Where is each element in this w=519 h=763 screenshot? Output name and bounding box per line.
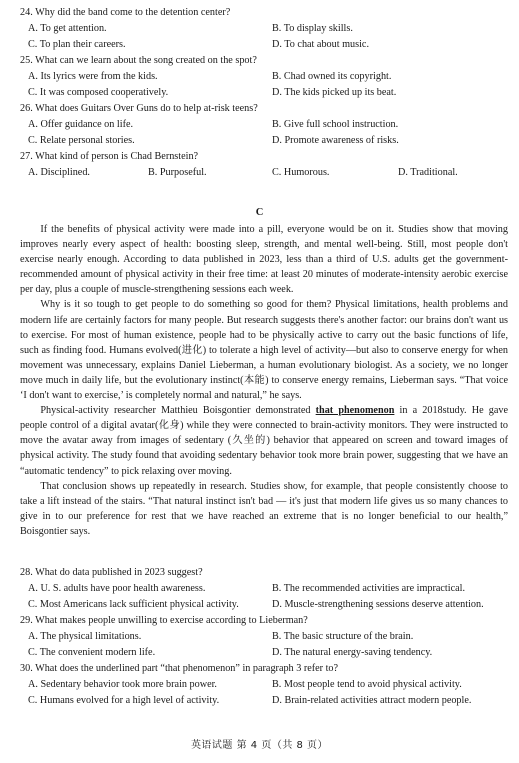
q27-option-b: B. Purposeful.	[148, 167, 207, 178]
q24-option-a: A. To get attention.	[28, 23, 107, 34]
passage-paragraph-1: If the benefits of physical activity were made into a pill, everyone would be on it. Studies show that moving improves nearly every aspect of health: boosting sleep, strength, and mental well-being. Still, most people don't exercise nearly enough. According to data published in 2023, less than a third of U.S. adults get the government-recommended amount of physical activity in their free time: at least 20 minutes of moderate-intensity aerobic exercise per day, plus a couple of muscle-strengthening sessions each week.	[20, 224, 508, 296]
q30-option-d: D. Brain-related activities attract modern people.	[272, 695, 472, 706]
passage-paragraph-4: That conclusion shows up repeatedly in research. Studies show, for example, that people consistently choose to take a lift instead of the stairs. “That natural instinct isn't bad — it's just that modern life gives us so many chances to give in to our preference for rest that we have reached an extreme that is no longer beneficial to our health,” Boisgontier says.	[20, 480, 508, 537]
q29-option-a: A. The physical limitations.	[28, 631, 142, 642]
q27-option-d: D. Traditional.	[398, 167, 458, 178]
question-24-stem: 24. Why did the band come to the detention center?	[20, 7, 231, 18]
q25-option-c: C. It was composed cooperatively.	[28, 87, 169, 98]
question-25-stem: 25. What can we learn about the song created on the spot?	[20, 55, 257, 66]
question-29-stem: 29. What makes people unwilling to exercise according to Lieberman?	[20, 615, 308, 626]
q27-option-c: C. Humorous.	[272, 167, 330, 178]
q28-option-c: C. Most Americans lack sufficient physical activity.	[28, 599, 239, 610]
q25-option-d: D. The kids picked up its beat.	[272, 87, 397, 98]
q26-option-c: C. Relate personal stories.	[28, 135, 135, 146]
q25-option-a: A. Its lyrics were from the kids.	[28, 71, 158, 82]
reading-passage	[20, 222, 508, 539]
q26-option-a: A. Offer guidance on life.	[28, 119, 134, 130]
q26-option-d: D. Promote awareness of risks.	[272, 135, 399, 146]
q28-option-a: A. U. S. adults have poor health awareness.	[28, 583, 206, 594]
p3-text-after: in a 2018study. He gave people control of a digital avatar(化身) while they were connected to brain-activity monitors. They were instructed to move the avatar away from images of sedentary (久坐的) behavior that appeared on screen and toward images of physical activity. The study found that avoiding sedentary behavior took more brain power, suggesting that we have an “automatic tendency” to pick relaxing over moving.	[20, 405, 509, 477]
question-28-stem: 28. What do data published in 2023 suggest?	[20, 567, 203, 578]
q29-option-b: B. The basic structure of the brain.	[272, 631, 414, 642]
q25-option-b: B. Chad owned its copyright.	[272, 71, 392, 82]
passage-paragraph-2: Why is it so tough to get people to do something so good for them? Physical limitations, health problems and modern life are certainly factors for many people. But research suggests there's another factor: our brains don't want us to exercise. For most of human existence, people had to be physically active to carry out the basic functions of life, such as finding food. Humans evolved(进化) to tolerate a high level of activity—but also to conserve energy for when movement was unnecessary, explains Daniel Lieberman, a human evolutionary biologist. As a society, we no longer move much in daily life, but the evolutionary instinct(本能) to conserve energy remains, Lieberman says. “That voice ‘I don't want to exercise,’ is completely normal and natural,” he says.	[20, 299, 508, 402]
q30-option-c: C. Humans evolved for a high level of activity.	[28, 695, 220, 706]
question-27-stem: 27. What kind of person is Chad Bernstein?	[20, 151, 199, 162]
passage-paragraph-3	[20, 403, 508, 478]
q26-option-b: B. Give full school instruction.	[272, 119, 399, 130]
q29-option-c: C. The convenient modern life.	[28, 647, 156, 658]
q24-option-d: D. To chat about music.	[272, 39, 369, 50]
underlined-phrase: that phenomenon	[315, 405, 395, 417]
q27-option-a: A. Disciplined.	[28, 167, 90, 178]
section-label: C	[255, 207, 264, 218]
q24-option-c: C. To plan their careers.	[28, 39, 126, 50]
page-footer: 英语试题 第 4 页（共 8 页）	[190, 740, 329, 751]
p3-text-before: Physical-activity researcher Matthieu Boisgontier demonstrated	[40, 405, 316, 417]
q24-option-b: B. To display skills.	[272, 23, 353, 34]
q30-option-b: B. Most people tend to avoid physical activity.	[272, 679, 462, 690]
question-26-stem: 26. What does Guitars Over Guns do to help at-risk teens?	[20, 103, 258, 114]
question-30-stem: 30. What does the underlined part “that phenomenon” in paragraph 3 refer to?	[20, 663, 339, 674]
q29-option-d: D. The natural energy-saving tendency.	[272, 647, 433, 658]
q28-option-d: D. Muscle-strengthening sessions deserve attention.	[272, 599, 484, 610]
q28-option-b: B. The recommended activities are impractical.	[272, 583, 466, 594]
q30-option-a: A. Sedentary behavior took more brain power.	[28, 679, 217, 690]
